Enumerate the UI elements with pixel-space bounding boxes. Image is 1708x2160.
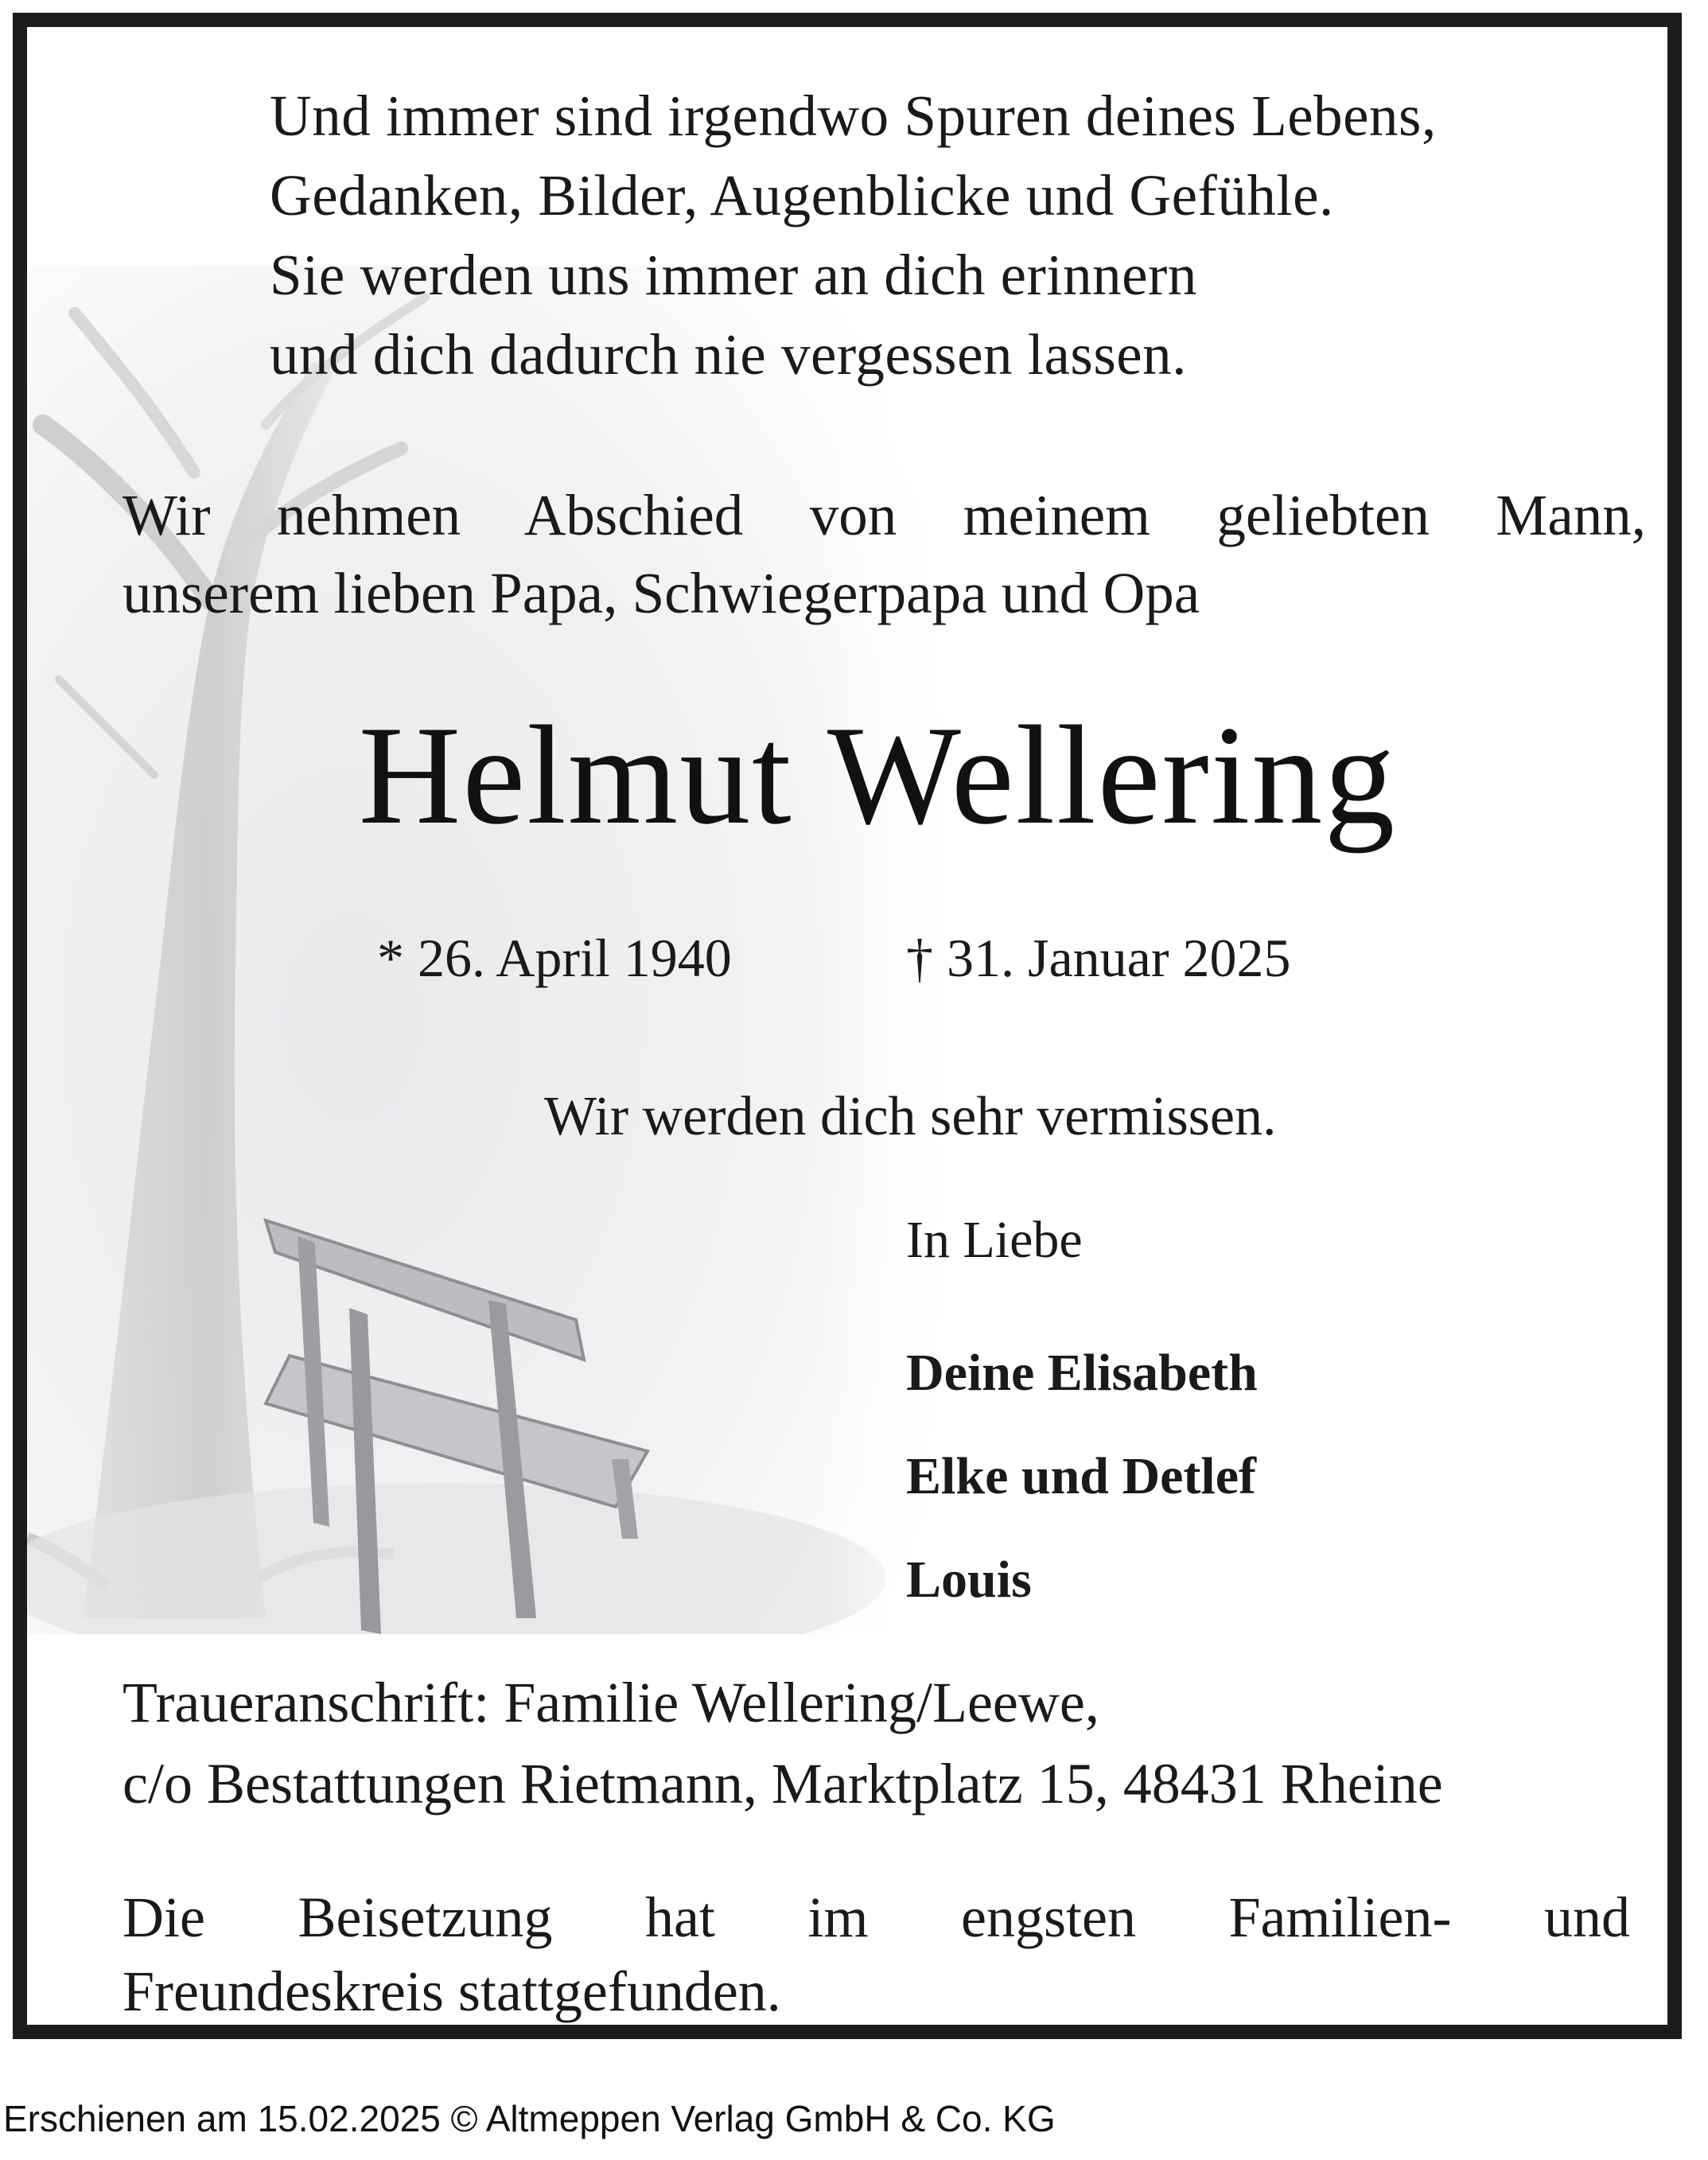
farewell-line: Wir nehmen Abschied von meinem geliebten Mann,: [123, 483, 1646, 547]
burial-line: Die Beisetzung hat im engsten Familien- und: [123, 1886, 1630, 1949]
obituary-notice: [13, 13, 1682, 2039]
farewell-line: unserem lieben Papa, Schwiegerpapa und Opa: [123, 561, 1200, 625]
farewell-text: [123, 477, 1646, 632]
mourning-address: [123, 1662, 1443, 1824]
publication-footer: Erschienen am 15.02.2025 © Altmeppen Verlag GmbH & Co. KG: [3, 2098, 1056, 2139]
burial-notice: [123, 1881, 1630, 2029]
poem-line: Sie werden uns immer an dich erinnern: [270, 243, 1197, 307]
mourners-list: [906, 1321, 1258, 1632]
death-date: † 31. Januar 2025: [906, 928, 1291, 988]
deceased-name: Helmut Wellering: [358, 696, 1397, 854]
mourner-name: Louis: [906, 1551, 1032, 1609]
burial-line: Freundeskreis stattgefunden.: [123, 1960, 781, 2023]
mourner-name: Deine Elisabeth: [906, 1344, 1258, 1402]
poem-line: Und immer sind irgendwo Spuren deines Lebens,: [270, 84, 1437, 148]
address-line: c/o Bestattungen Rietmann, Marktplatz 15, 48431 Rheine: [123, 1752, 1443, 1816]
address-line: Traueranschrift: Familie Wellering/Leewe,: [123, 1671, 1099, 1734]
birth-date: * 26. April 1940: [377, 928, 732, 988]
memorial-poem: [270, 76, 1437, 395]
mourner-name: Elke und Detlef: [906, 1447, 1257, 1505]
message-text: Wir werden dich sehr vermissen.: [544, 1086, 1277, 1147]
closing-text: In Liebe: [906, 1211, 1083, 1269]
poem-line: Gedanken, Bilder, Augenblicke und Gefühle.: [270, 163, 1334, 228]
poem-line: und dich dadurch nie vergessen lassen.: [270, 322, 1187, 387]
